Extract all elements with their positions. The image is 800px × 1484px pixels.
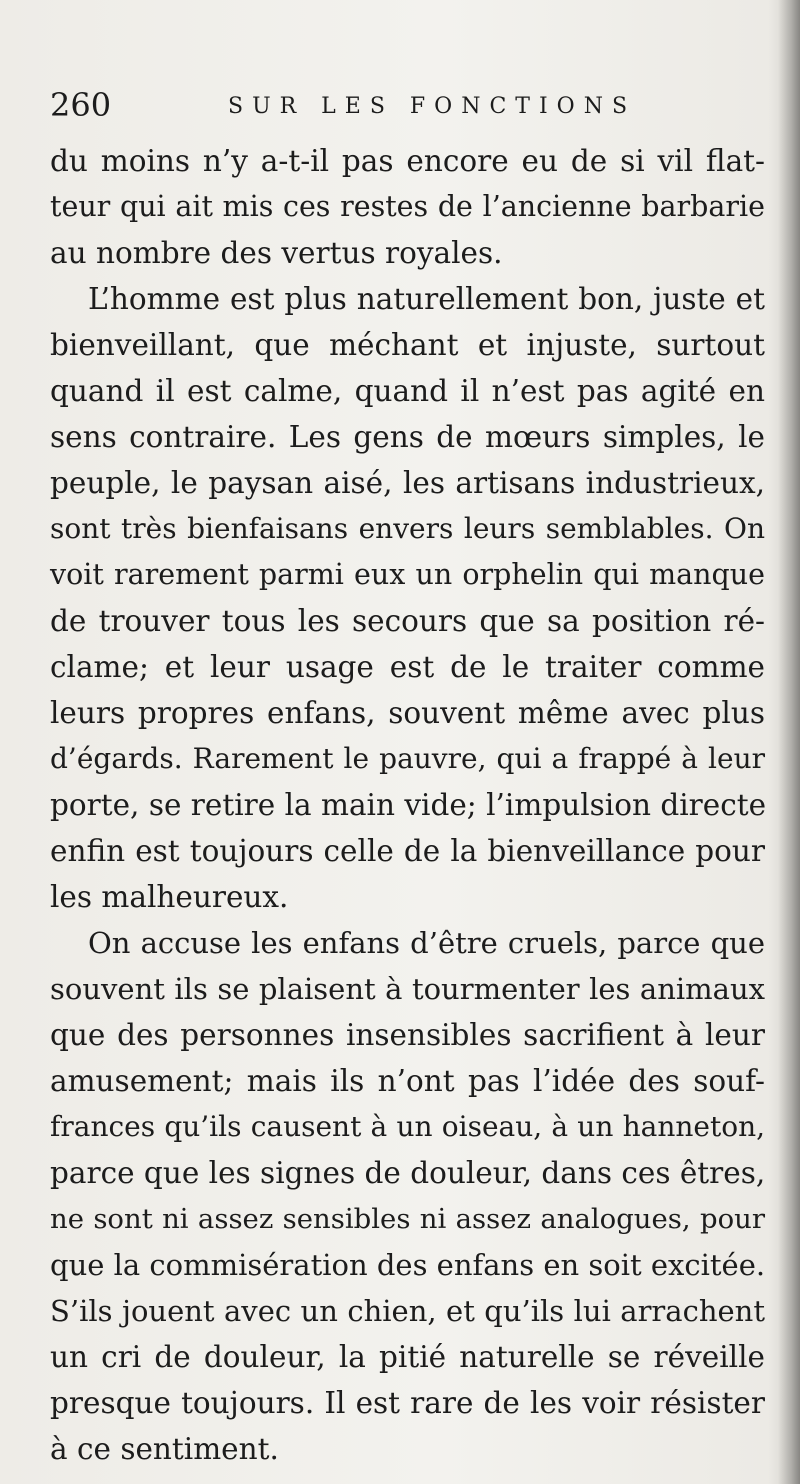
text-line: On accuse les enfans d’être cruels, parce que bbox=[88, 926, 765, 960]
text-line: quand il est calme, quand il n’est pas agité en bbox=[50, 374, 765, 408]
page-edge-shadow bbox=[778, 0, 800, 1484]
text-line: amusement; mais ils n’ont pas l’idée des souf- bbox=[50, 1064, 765, 1098]
text-line: leurs propres enfans, souvent même avec plus bbox=[50, 696, 765, 730]
text-line: presque toujours. Il est rare de les voir résister bbox=[50, 1386, 765, 1420]
text-line: L’homme est plus naturellement bon, juste et bbox=[88, 282, 765, 316]
text-line: porte, se retire la main vide; l’impulsion directe bbox=[50, 788, 767, 822]
text-line: clame; et leur usage est de le traiter comme bbox=[50, 650, 765, 684]
text-line: parce que les signes de douleur, dans ces êtres, bbox=[50, 1156, 766, 1190]
text-line: de trouver tous les secours que sa position ré- bbox=[50, 604, 765, 638]
text-line: S’ils jouent avec un chien, et qu’ils lui arrachent bbox=[50, 1294, 765, 1328]
running-title: SUR LES FONCTIONS bbox=[228, 94, 637, 119]
page-header bbox=[50, 86, 770, 126]
text-line: voit rarement parmi eux un orphelin qui manque bbox=[50, 558, 765, 591]
text-line: sont très bienfaisans envers leurs semblables. On bbox=[50, 512, 765, 545]
text-line: un cri de douleur, la pitié naturelle se réveille bbox=[50, 1340, 765, 1374]
text-line: souvent ils se plaisent à tourmenter les animaux bbox=[50, 972, 765, 1006]
text-line: ne sont ni assez sensibles ni assez analogues, pour bbox=[50, 1203, 765, 1235]
text-line: les malheureux. bbox=[50, 880, 289, 914]
text-line: du moins n’y a-t-il pas encore eu de si vil flat- bbox=[50, 144, 765, 178]
text-line: teur qui ait mis ces restes de l’ancienne barbarie bbox=[50, 190, 765, 223]
text-line: que la commisération des enfans en soit excitée. bbox=[50, 1248, 766, 1282]
text-line: que des personnes insensibles sacrifient à leur bbox=[50, 1018, 765, 1052]
text-line: sens contraire. Les gens de mœurs simples, le bbox=[50, 420, 765, 454]
body-text bbox=[50, 138, 765, 1472]
text-line: d’égards. Rarement le pauvre, qui a frappé à leur bbox=[50, 742, 765, 775]
text-line: frances qu’ils causent à un oiseau, à un hanneton, bbox=[50, 1110, 765, 1143]
text-line: enfin est toujours celle de la bienveillance pour bbox=[50, 834, 765, 868]
text-line: peuple, le paysan aisé, les artisans industrieux, bbox=[50, 466, 765, 500]
text-line: bienveillant, que méchant et injuste, surtout bbox=[50, 328, 765, 362]
page-number: 260 bbox=[50, 86, 112, 124]
text-line: à ce sentiment. bbox=[50, 1432, 279, 1466]
text-line: au nombre des vertus royales. bbox=[50, 236, 503, 270]
